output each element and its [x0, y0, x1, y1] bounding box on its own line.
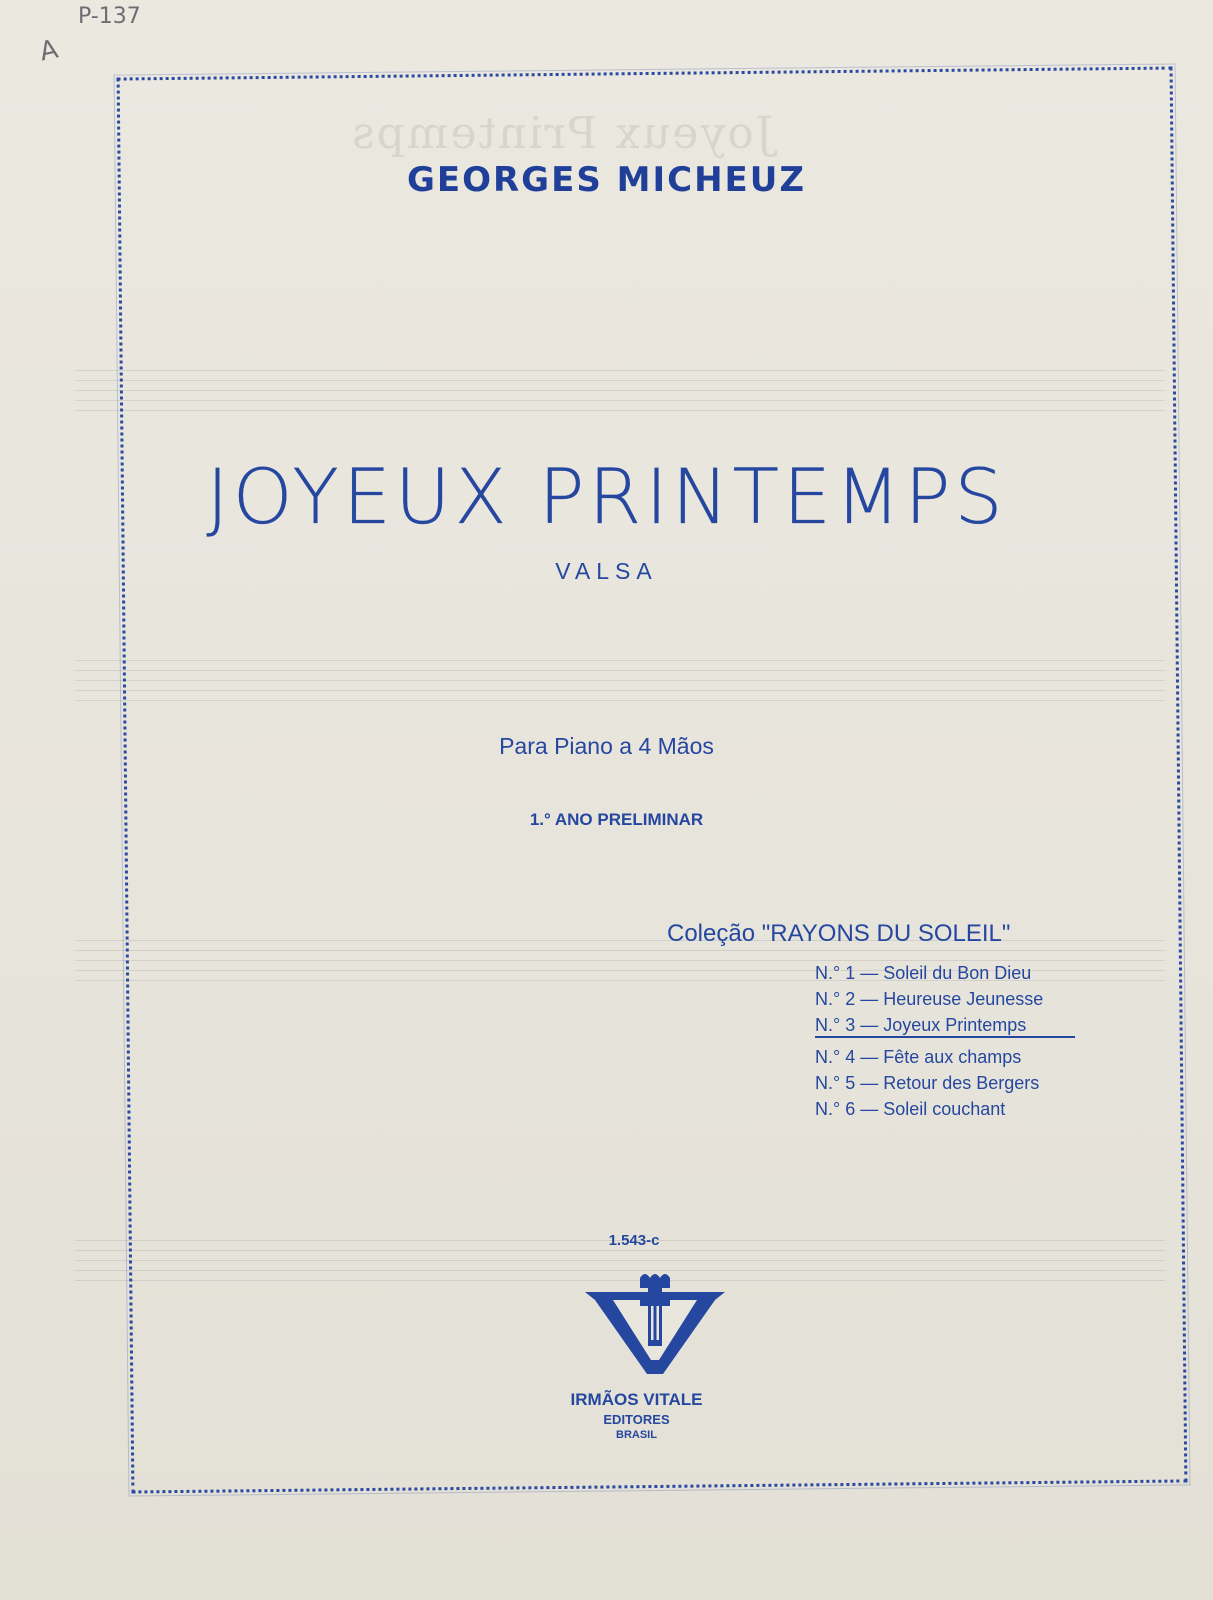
publisher-subtitle: EDITORES [603, 1412, 670, 1427]
collection-list [815, 960, 1075, 1122]
instrumentation: Para Piano a 4 Mãos [499, 733, 714, 759]
composer-name: GEORGES MICHEUZ [406, 160, 807, 200]
collection-item: N.° 1 — Soleil du Bon Dieu [815, 963, 1032, 983]
collection-item: N.° 4 — Fête aux champs [815, 1047, 1022, 1067]
piece-title: JOYEUX PRINTEMPS [206, 452, 1007, 541]
publisher-country: BRASIL [616, 1429, 657, 1441]
pencil-letter: A [37, 34, 61, 68]
piece-subtitle: VALSA [555, 558, 658, 584]
collection-item: N.° 5 — Retour des Bergers [815, 1073, 1040, 1093]
irmaos-vitale-logo-icon [585, 1270, 725, 1380]
show-through-text: Joyeux Printemps [350, 108, 774, 159]
publisher-name: IRMÃOS VITALE [570, 1390, 703, 1409]
pencil-code: P-137 [78, 4, 141, 29]
publisher-block [0, 1390, 1213, 1441]
collection-item: N.° 2 — Heureuse Jeunesse [815, 989, 1044, 1009]
collection-item-current: N.° 3 — Joyeux Printemps [815, 1012, 1075, 1038]
collection-title: Coleção "RAYONS DU SOLEIL" [667, 920, 1011, 947]
catalog-number: 1.543-c [608, 1232, 660, 1249]
difficulty-level: 1.° ANO PRELIMINAR [529, 810, 704, 829]
collection-item: N.° 6 — Soleil couchant [815, 1099, 1006, 1119]
